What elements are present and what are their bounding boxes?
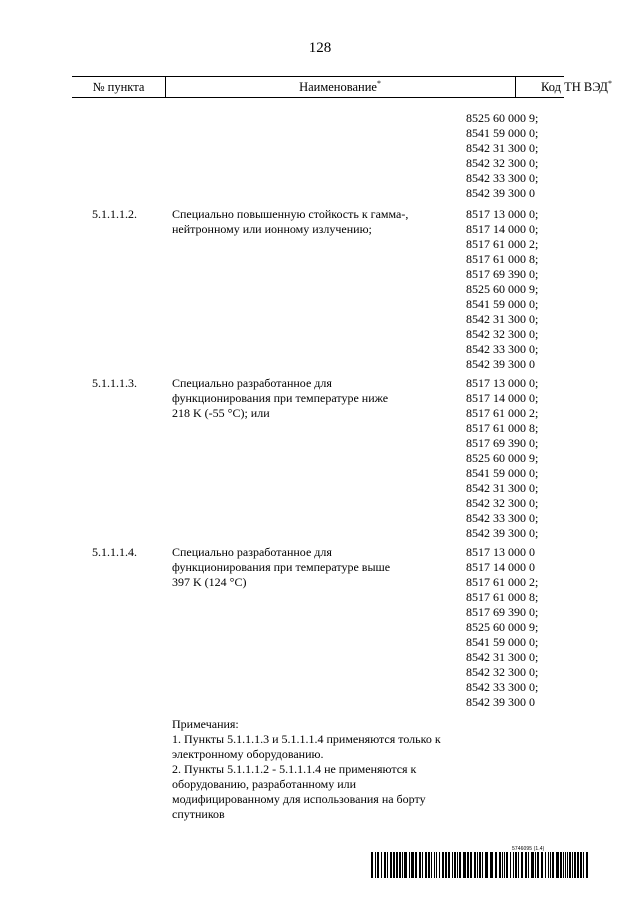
table-header: [72, 76, 612, 98]
code-item: 8517 61 000 2;: [466, 575, 539, 589]
note-item: 1. Пункты 5.1.1.1.3 и 5.1.1.1.4 применяются только к электронному оборудованию.: [172, 732, 441, 761]
item-name: [172, 207, 442, 237]
item-name-line: Специально разработанное для: [172, 545, 332, 559]
code-item: 8517 61 000 8;: [466, 421, 539, 435]
note-item: 2. Пункты 5.1.1.1.2 - 5.1.1.1.4 не применяются к оборудованию, разработанному или модифицированному для использования на борту спутников: [172, 762, 426, 821]
code-item: 8542 39 300 0;: [466, 526, 539, 540]
page-number: 128: [308, 40, 332, 56]
code-item: 8525 60 000 9;: [466, 451, 539, 465]
code-item: 8542 32 300 0;: [466, 665, 539, 679]
code-item: 8517 61 000 2;: [466, 406, 539, 420]
code-item: 8542 39 300 0: [466, 695, 535, 709]
item-number: 5.1.1.1.2.: [92, 207, 137, 221]
code-item: 8542 31 300 0;: [466, 312, 539, 326]
code-item: 8542 39 300 0: [466, 357, 535, 371]
code-item: 8517 69 390 0;: [466, 436, 539, 450]
code-item: 8517 14 000 0;: [466, 391, 539, 405]
code-item: 8517 13 000 0;: [466, 376, 539, 390]
code-item: 8542 33 300 0;: [466, 342, 539, 356]
code-item: 8542 31 300 0;: [466, 481, 539, 495]
code-list: [466, 545, 562, 710]
code-list: [466, 207, 562, 372]
code-list: [466, 111, 562, 201]
item-name-line: Специально разработанное для: [172, 376, 332, 390]
code-item: 8525 60 000 9;: [466, 620, 539, 634]
code-item: 8517 13 000 0;: [466, 207, 539, 221]
barcode-label: 5746095 (1.4): [512, 846, 545, 852]
notes-title: Примечания:: [172, 717, 239, 731]
item-name-line: функционирования при температуре ниже: [172, 391, 389, 405]
notes: [172, 717, 452, 822]
code-item: 8542 33 300 0;: [466, 680, 539, 694]
code-item: 8541 59 000 0;: [466, 635, 539, 649]
code-item: 8517 69 390 0;: [466, 605, 539, 619]
item-name-line: 397 K (124 °C): [172, 575, 247, 589]
header-col-code: Код ТН ВЭД*: [541, 78, 612, 94]
item-number: 5.1.1.1.3.: [92, 376, 137, 390]
code-item: 8517 13 000 0: [466, 545, 535, 559]
code-item: 8517 69 390 0;: [466, 267, 539, 281]
code-item: 8542 32 300 0;: [466, 327, 539, 341]
item-name-line: нейтронному или ионному излучению;: [172, 222, 372, 236]
code-item: 8541 59 000 0;: [466, 126, 539, 140]
code-item: 8542 31 300 0;: [466, 141, 539, 155]
code-item: 8525 60 000 9;: [466, 282, 539, 296]
code-item: 8542 39 300 0: [466, 186, 535, 200]
code-item: 8542 33 300 0;: [466, 511, 539, 525]
header-col-name: Наименование*: [299, 78, 381, 94]
code-item: 8542 32 300 0;: [466, 496, 539, 510]
item-name: [172, 545, 442, 590]
code-item: 8517 14 000 0;: [466, 222, 539, 236]
item-number: 5.1.1.1.4.: [92, 545, 137, 559]
code-item: 8525 60 000 9;: [466, 111, 539, 125]
item-name: [172, 376, 442, 421]
code-item: 8542 31 300 0;: [466, 650, 539, 664]
header-col-number: № пункта: [92, 80, 145, 94]
item-name-line: 218 K (-55 °C); или: [172, 406, 270, 420]
item-name-line: Специально повышенную стойкость к гамма-,: [172, 207, 409, 221]
code-item: 8541 59 000 0;: [466, 297, 539, 311]
code-item: 8541 59 000 0;: [466, 466, 539, 480]
barcode-icon: [371, 852, 591, 878]
code-item: 8542 32 300 0;: [466, 156, 539, 170]
code-item: 8517 61 000 2;: [466, 237, 539, 251]
code-item: 8542 33 300 0;: [466, 171, 539, 185]
item-name-line: функционирования при температуре выше: [172, 560, 391, 574]
code-item: 8517 14 000 0: [466, 560, 535, 574]
code-item: 8517 61 000 8;: [466, 590, 539, 604]
code-item: 8517 61 000 8;: [466, 252, 539, 266]
code-list: [466, 376, 562, 541]
